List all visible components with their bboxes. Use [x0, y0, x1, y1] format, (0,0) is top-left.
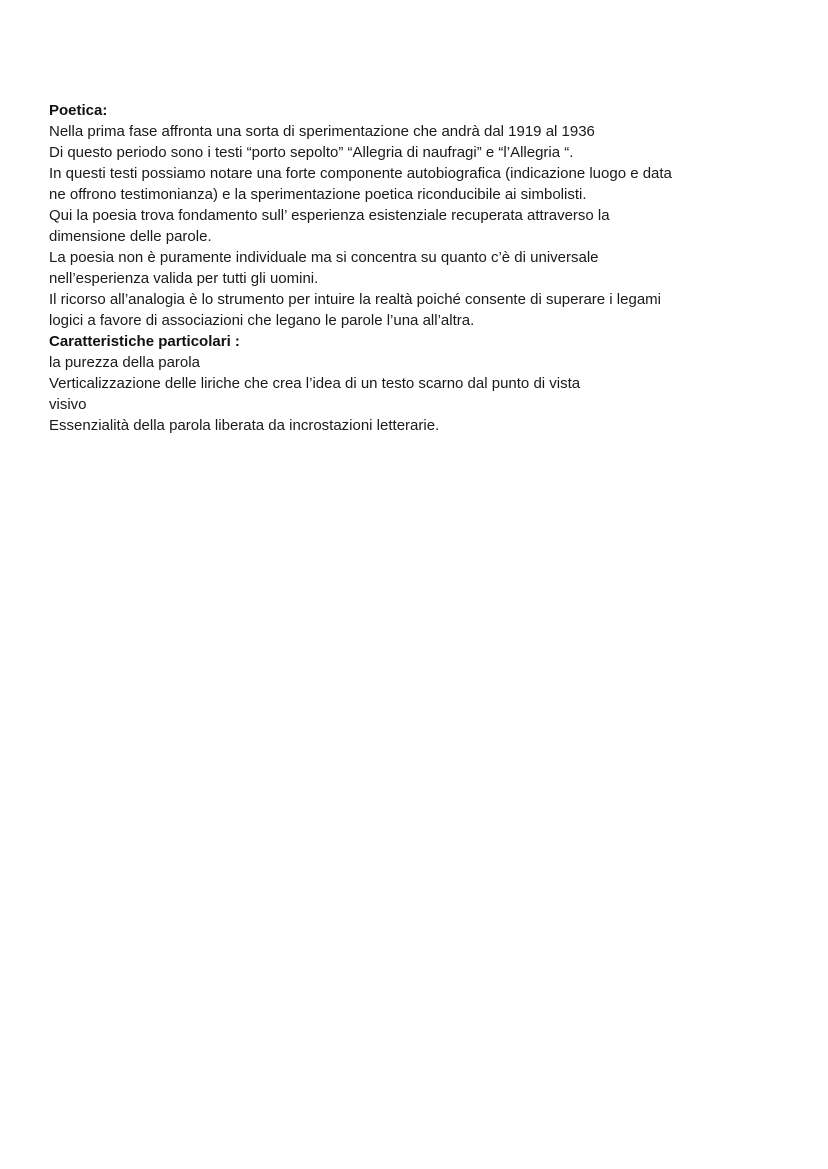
text-line: dimensione delle parole. [49, 228, 212, 245]
document-body [49, 100, 769, 436]
text-line: ne offrono testimonianza) e la sperimentazione poetica riconducibile ai simbolisti. [49, 186, 587, 203]
heading-caratteristiche: Caratteristiche particolari : [49, 333, 240, 350]
heading-poetica: Poetica: [49, 102, 108, 119]
text-line: Il ricorso all’analogia è lo strumento per intuire la realtà poiché consente di superare i legami [49, 291, 661, 308]
text-line: Essenzialità della parola liberata da incrostazioni letterarie. [49, 417, 440, 434]
text-line: logici a favore di associazioni che legano le parole l’una all’altra. [49, 312, 475, 329]
text-line: Di questo periodo sono i testi “porto sepolto” “Allegria di naufragi” e “l’Allegria “. [49, 144, 574, 161]
text-line: Qui la poesia trova fondamento sull’ esperienza esistenziale recuperata attraverso la [49, 207, 610, 224]
text-line: La poesia non è puramente individuale ma si concentra su quanto c’è di universale [49, 249, 599, 266]
text-line: Nella prima fase affronta una sorta di sperimentazione che andrà dal 1919 al 1936 [49, 123, 595, 140]
text-line: visivo [49, 396, 87, 413]
text-line: Verticalizzazione delle liriche che crea l’idea di un testo scarno dal punto di vista [49, 375, 581, 392]
text-line: la purezza della parola [49, 354, 200, 371]
text-line: In questi testi possiamo notare una forte componente autobiografica (indicazione luogo e data [49, 165, 672, 182]
text-line: nell’esperienza valida per tutti gli uomini. [49, 270, 319, 287]
